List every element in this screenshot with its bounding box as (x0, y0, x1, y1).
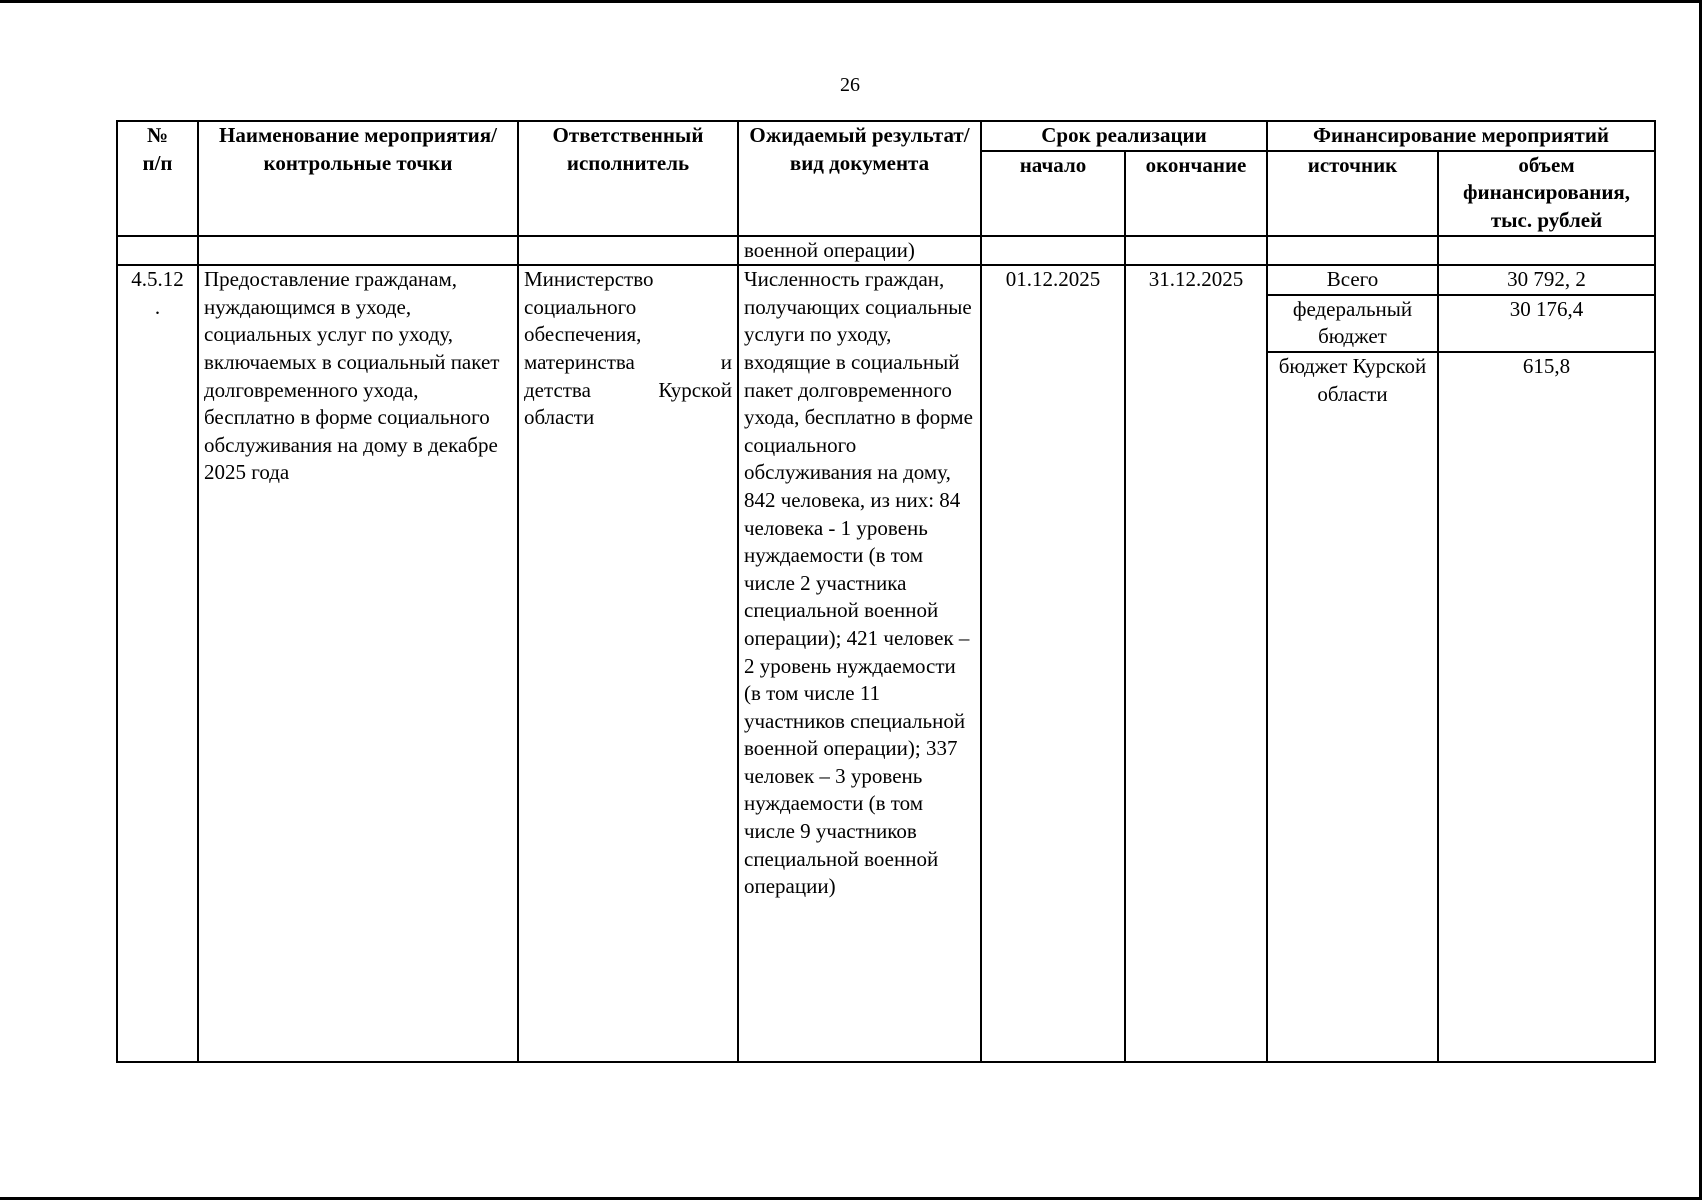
row-number: 4.5.12 . (117, 265, 198, 1062)
activities-table (116, 120, 1656, 1063)
header-end: окончание (1125, 151, 1267, 236)
row-result: Численность граждан, получающих социальные услуги по уходу, входящие в социальный пакет долговременного ухода, бесплатно в форме социального обслуживания на дому, 842 человека, из них: 84 человека - 1 уровень нуждаемости (в том числе 2 участника специальной военной операции); 421 человек – 2 уровень нуждаемости (в том числе 11 участников специальной военной операции); 337 человек – 3 уровень нуждаемости (в том числе 9 участников специальной военной операции) (738, 265, 981, 1062)
carryover-source-cell (1267, 236, 1438, 266)
financing-amount: 30 792, 2 (1438, 265, 1655, 295)
header-start: начало (981, 151, 1125, 236)
header-executor: Ответственный исполнитель (518, 121, 738, 236)
financing-source: Всего (1267, 265, 1438, 295)
row-start-date: 01.12.2025 (981, 265, 1125, 1062)
table-row (117, 265, 1655, 295)
carryover-name-cell (198, 236, 518, 266)
executor-line: Министерство (524, 267, 654, 292)
page-number: 26 (840, 74, 860, 96)
row-name: Предоставление гражданам, нуждающимся в уходе, социальных услуг по уходу, включаемых в социальный пакет долговременного ухода, бесплатно в форме социального обслуживания на дому в декабре 2025 года (198, 265, 518, 1062)
carryover-executor-cell (518, 236, 738, 266)
executor-line: материнства и (524, 349, 732, 374)
header-source: источник (1267, 151, 1438, 236)
header-result: Ожидаемый результат/вид документа (738, 121, 981, 236)
carryover-row (117, 236, 1655, 266)
executor-line: детства Курской (524, 377, 732, 402)
financing-source: бюджет Курской области (1267, 352, 1438, 1062)
scan-border-top (0, 0, 1702, 3)
carryover-amount-cell (1438, 236, 1655, 266)
financing-amount: 615,8 (1438, 352, 1655, 1062)
row-executor (518, 265, 738, 1062)
executor-line: социального (524, 294, 637, 319)
carryover-number-cell (117, 236, 198, 266)
header-period: Срок реализации (981, 121, 1267, 151)
carryover-result-cell: военной операции) (738, 236, 981, 266)
header-number: № п/п (117, 121, 198, 236)
header-name: Наименование мероприятия/контрольные точки (198, 121, 518, 236)
header-amount: объем финансирования, тыс. рублей (1438, 151, 1655, 236)
executor-line: области (524, 405, 595, 430)
carryover-start-cell (981, 236, 1125, 266)
financing-amount: 30 176,4 (1438, 295, 1655, 352)
row-end-date: 31.12.2025 (1125, 265, 1267, 1062)
executor-line: обеспечения, (524, 322, 642, 347)
financing-source: федеральный бюджет (1267, 295, 1438, 352)
header-financing: Финансирование мероприятий (1267, 121, 1655, 151)
carryover-end-cell (1125, 236, 1267, 266)
